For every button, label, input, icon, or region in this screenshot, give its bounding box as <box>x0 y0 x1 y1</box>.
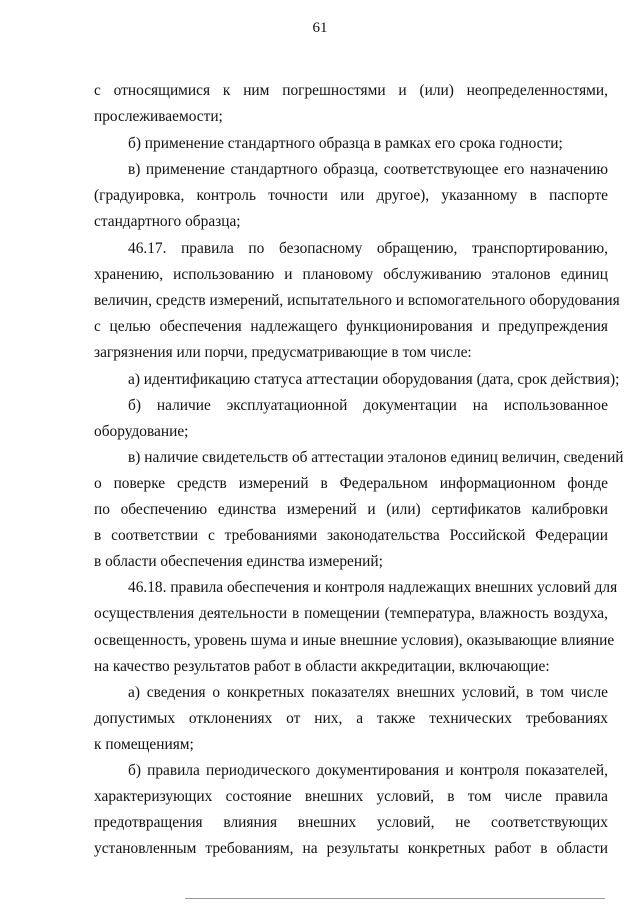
text-line: а) сведения о конкретных показателях внешних условий, в том числе <box>128 684 608 701</box>
text-line: в) наличие свидетельств об аттестации эталонов единиц величин, сведений <box>128 449 624 466</box>
text-line: характеризующих состояние внешних условий, в том числе правила <box>94 788 608 805</box>
text-line: стандартного образца; <box>94 213 241 230</box>
text-line: величин, средств измерений, испытательного и вспомогательного оборудования <box>94 292 620 309</box>
text-line: допустимых отклонениях от них, а также технических требованиях <box>94 710 608 727</box>
text-line: осуществления деятельности в помещении (температура, влажность воздуха, <box>94 605 608 622</box>
text-line: к помещениям; <box>94 736 194 753</box>
text-line: прослеживаемости; <box>94 108 223 125</box>
text-line: по обеспечению единства измерений и (или) сертификатов калибровки <box>94 501 608 518</box>
text-line: в) применение стандартного образца, соответствующее его назначению <box>128 161 608 178</box>
scan-edge-line <box>185 898 605 899</box>
text-line: б) применение стандартного образца в рамках его срока годности; <box>128 135 563 152</box>
text-line: (градуировка, контроль точности или другое), указанному в паспорте <box>94 187 608 204</box>
text-line: оборудование; <box>94 423 189 440</box>
text-line: установленным требованиям, на результаты конкретных работ в области <box>94 840 608 857</box>
text-line: б) наличие эксплуатационной документации на использованное <box>128 397 608 414</box>
text-line: освещенность, уровень шума и иные внешние условия), оказывающие влияние <box>94 632 615 649</box>
text-line: а) идентификацию статуса аттестации оборудования (дата, срок действия); <box>128 371 620 388</box>
page-number: 61 <box>312 20 328 36</box>
text-line: о поверке средств измерений в Федеральном информационном фонде <box>94 475 608 492</box>
text-line: 46.17. правила по безопасному обращению, транспортированию, <box>128 240 608 257</box>
text-line: хранению, использованию и плановому обслуживанию эталонов единиц <box>94 266 608 283</box>
text-line: в соответствии с требованиями законодательства Российской Федерации <box>94 527 608 544</box>
text-line: с целью обеспечения надлежащего функционирования и предупреждения <box>94 318 608 335</box>
text-line: предотвращения влияния внешних условий, не соответствующих <box>94 814 608 831</box>
text-line: с относящимися к ним погрешностями и (или) неопределенностями, <box>94 82 608 99</box>
text-line: б) правила периодического документирования и контроля показателей, <box>128 762 608 779</box>
text-line: загрязнения или порчи, предусматривающие в том числе: <box>94 344 472 361</box>
text-line: 46.18. правила обеспечения и контроля надлежащих внешних условий для <box>128 579 618 596</box>
text-line: на качество результатов работ в области аккредитации, включающие: <box>94 658 550 675</box>
text-line: в области обеспечения единства измерений; <box>94 553 383 570</box>
